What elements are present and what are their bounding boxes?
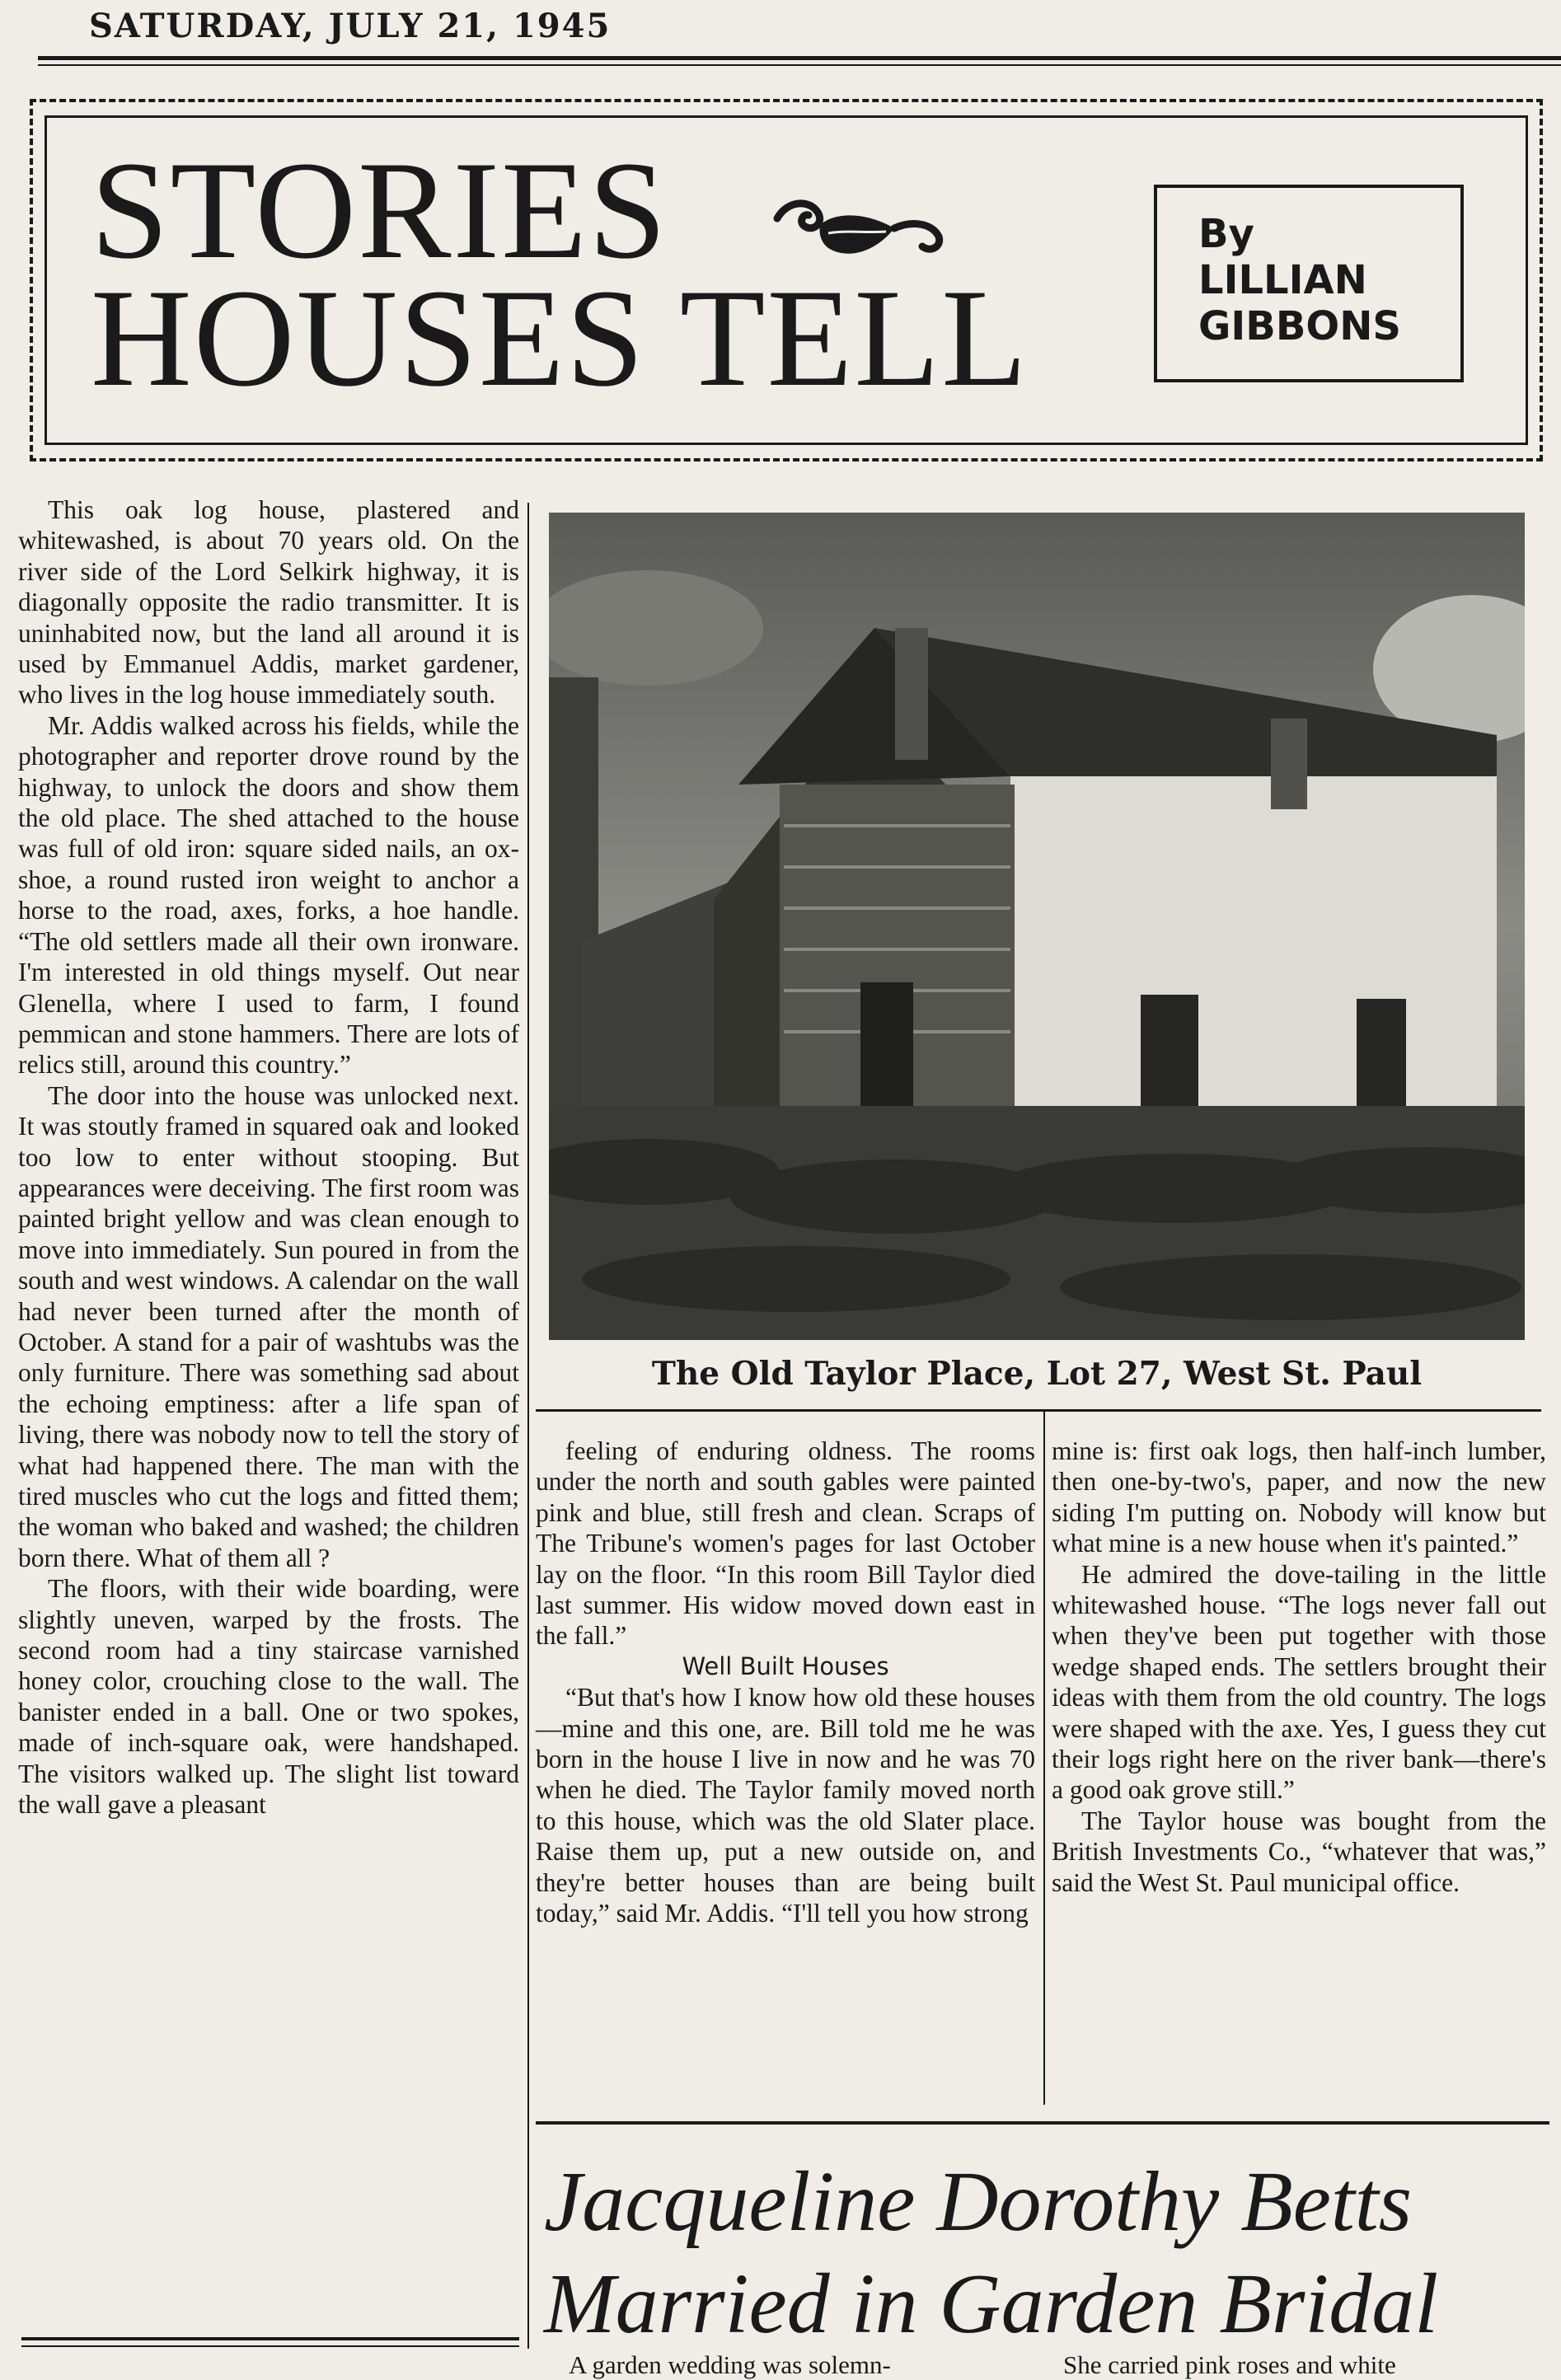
byline-first-name: LILLIAN — [1198, 257, 1367, 303]
leaf-ornament-icon — [771, 185, 944, 276]
byline-last-name: GIBBONS — [1198, 303, 1401, 349]
article-paragraph: The floors, with their wide boarding, were slightly uneven, warped by the frosts. The second room had a tiny staircase varnished honey color, crouching close to the wall. The banister ended in a ball. One or two spokes, made of inch-square oak, were handshaped. The visitors walked up. The slight list toward the wall gave a pleasant — [18, 1574, 519, 1820]
bottom-rule — [21, 2337, 519, 2340]
bottom-rule-thin — [21, 2345, 519, 2347]
article-paragraph: “But that's how I know how old these houses—mine and this one, are. Bill told me he was born in the house I live in now and he was 70 when he died. The Taylor family moved north to this house, which was the old Slater place. Raise them up, put a new outside on, and they're better houses than are being built today,” said Mr. Addis. “I'll tell you how strong — [536, 1683, 1035, 1928]
column-rule-2 — [1043, 1411, 1045, 2105]
house-illustration — [549, 513, 1525, 1340]
house-photo — [549, 513, 1525, 1340]
wedding-text-cut-right: She carried pink roses and white — [1063, 2350, 1396, 2379]
masthead-title-line2: HOUSES TELL — [91, 260, 1029, 415]
article-column-2 — [536, 1436, 1035, 1929]
top-rule — [38, 56, 1561, 60]
wedding-text-cut-left: A garden wedding was solemn- — [569, 2350, 891, 2379]
article-paragraph: The Taylor house was bought from the British Investments Co., “whatever that was,” said the West St. Paul municipal office. — [1052, 1806, 1546, 1897]
wedding-headline — [544, 2151, 1438, 2355]
article-column-1 — [18, 494, 519, 1820]
article-column-3 — [1052, 1436, 1546, 1898]
column-rule-1 — [527, 503, 529, 2349]
dateline: SATURDAY, JULY 21, 1945 — [89, 7, 612, 45]
article-paragraph: The door into the house was unlocked next. It was stoutly framed in squared oak and looked too low to enter without stooping. But appearances were deceiving. The first room was painted bright yellow and was clean enough to move into immediately. Sun poured in from the south and west windows. A calendar on the wall had never been turned after the month of October. A stand for a pair of washtubs was the only furniture. There was something sad about the echoing emptiness: after a life span of living, there was nobody now to tell the story of what had happened there. The man with the tired muscles who cut the logs and fitted them; the woman who baked and washed; the children born there. What of them all ? — [18, 1080, 519, 1572]
section-subhead: Well Built Houses — [682, 1651, 889, 1680]
byline-by: By — [1198, 211, 1254, 257]
top-rule-thin — [38, 64, 1561, 66]
masthead-title-line1: STORIES — [91, 133, 668, 288]
wedding-headline-line2: Married in Garden Bridal — [544, 2256, 1439, 2351]
article-paragraph: mine is: first oak logs, then half-inch lumber, then one-by-two's, paper, and now the new siding I'm putting on. Nobody will know but what mine is a new house when it's painted.” — [1052, 1436, 1546, 1558]
article-paragraph: This oak log house, plastered and whitewashed, is about 70 years old. On the river side of the Lord Selkirk highway, it is diagonally opposite the radio transmitter. It is uninhabited now, but the land all around it is used by Emmanuel Addis, market gardener, who lives in the log house immediately south. — [18, 495, 519, 710]
wedding-top-rule — [536, 2121, 1549, 2125]
caption-rule — [536, 1409, 1541, 1412]
photo-caption: The Old Taylor Place, Lot 27, West St. Paul — [651, 1355, 1423, 1393]
wedding-headline-line1: Jacqueline Dorothy Betts — [544, 2154, 1413, 2249]
article-paragraph: feeling of enduring oldness. The rooms under the north and south gables were painted pink and blue, still fresh and clean. Scraps of The Tribune's women's pages for last October lay on the floor. “In this room Bill Taylor died last summer. His widow moved down east in the fall.” — [536, 1436, 1035, 1651]
byline-box — [1154, 185, 1464, 382]
article-paragraph: He admired the dove-tailing in the little whitewashed house. “The logs never fall out when they've been put together with those wedge shaped ends. The settlers brought their ideas with them from the old country. The logs were shaped with the axe. Yes, I guess they cut their logs right here on the river bank—there's a good oak grove still.” — [1052, 1559, 1546, 1805]
article-paragraph: Mr. Addis walked across his fields, while the photographer and reporter drove round by the highway, to unlock the doors and show them the old place. The shed attached to the house was full of old iron: square sided nails, an ox-shoe, a round rusted iron weight to anchor a horse to the road, axes, forks, a hoe handle. “The old settlers made all their own ironware. I'm interested in old things myself. Out near Glenella, where I used to farm, I found pemmican and stone hammers. There are lots of relics still, around this country.” — [18, 710, 519, 1080]
